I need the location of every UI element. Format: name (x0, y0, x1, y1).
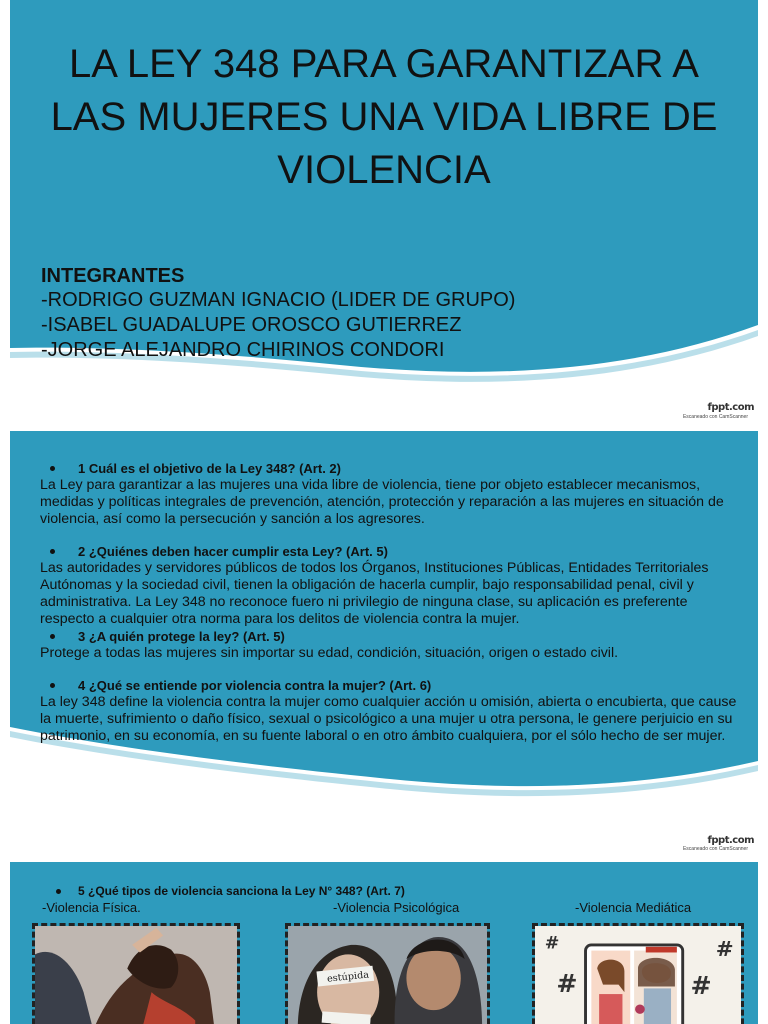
team-heading: INTEGRANTES (41, 265, 185, 287)
svg-text:estúpida: estúpida (326, 969, 370, 985)
question-item: 1 Cuál es el objetivo de la Ley 348? (Art. 2) (40, 460, 740, 477)
questions-slide (10, 431, 758, 851)
question-item: 2 ¿Quiénes deben hacer cumplir esta Ley? (Art. 5) (40, 543, 740, 560)
bullet-icon (50, 549, 55, 554)
answer-text: Las autoridades y servidores públicos de todos los Órganos, Instituciones Públicas, Entidades Territoriales Autónomas y la sociedad civil, tienen la obligación de hacerla cumplir, bajo responsabilidad penal, civil y administrativa. La Ley 348 no reconoce fuero ni privilegio de ninguna clase, su aplicación es preferente respecto a cualquier otra norma para los delitos de violencia contra la mujer. (40, 560, 709, 627)
psychological-violence-photo (285, 923, 490, 1024)
svg-text:#: # (715, 936, 734, 962)
violence-type-label: -Violencia Física. (42, 900, 141, 915)
team-member: -JORGE ALEJANDRO CHIRINOS CONDORI (41, 339, 445, 361)
fppt-logo: fppt.com (707, 402, 754, 413)
violence-types-slide (10, 862, 758, 1024)
svg-text:#: # (690, 971, 712, 1000)
team-block (41, 264, 515, 363)
bullet-icon (50, 634, 55, 639)
answer-text: La ley 348 define la violencia contra la mujer como cualquier acción u omisión, abierta o encubierta, que cause la muerte, sufrimiento o daño físico, sexual o psicológico a una mujer u otra persona, le genere perjuicio en su patrimonio, en su economía, en su fuente laboral o en otro ámbito cualquiera, por el sólo hecho de ser mujer. (40, 694, 737, 744)
answer-text: La Ley para garantizar a las mujeres una vida libre de violencia, tiene por objeto establecer mecanismos, medidas y políticas integrales de prevención, atención, protección y reparación a las mujeres en situación de violencia, así como la persecución y sanción a los agresores. (40, 477, 724, 527)
bullet-icon (56, 889, 61, 894)
team-member: -RODRIGO GUZMAN IGNACIO (LIDER DE GRUPO) (41, 289, 516, 311)
question-item: 4 ¿Qué se entiende por violencia contra la mujer? (Art. 6) (40, 677, 740, 694)
qa-list (40, 460, 740, 745)
svg-text:#: # (556, 969, 578, 999)
fppt-logo: fppt.com (707, 835, 754, 846)
bullet-icon (50, 466, 55, 471)
physical-violence-photo (32, 923, 240, 1024)
answer-text: Protege a todas las mujeres sin importar su edad, condición, situación, origen o estado civil. (40, 645, 619, 661)
violence-type-label: -Violencia Psicológica (333, 900, 460, 915)
scanner-watermark: Escaneado con CamScanner (682, 846, 748, 851)
scanner-watermark: Escaneado con CamScanner (682, 414, 748, 420)
question-item: 3 ¿A quién protege la ley? (Art. 5) (40, 628, 740, 645)
question-item: 5 ¿Qué tipos de violencia sanciona la Ley N° 348? (Art. 7) (48, 884, 405, 898)
bullet-icon (50, 683, 55, 688)
title-slide (10, 0, 758, 420)
team-member: -ISABEL GUADALUPE OROSCO GUTIERREZ (41, 314, 462, 336)
svg-text:#: # (544, 933, 560, 954)
media-violence-illustration (532, 923, 744, 1024)
violence-type-label: -Violencia Mediática (575, 900, 692, 915)
presentation-title: LA LEY 348 PARA GARANTIZAR A LAS MUJERES UNA VIDA LIBRE DE VIOLENCIA (50, 42, 718, 192)
